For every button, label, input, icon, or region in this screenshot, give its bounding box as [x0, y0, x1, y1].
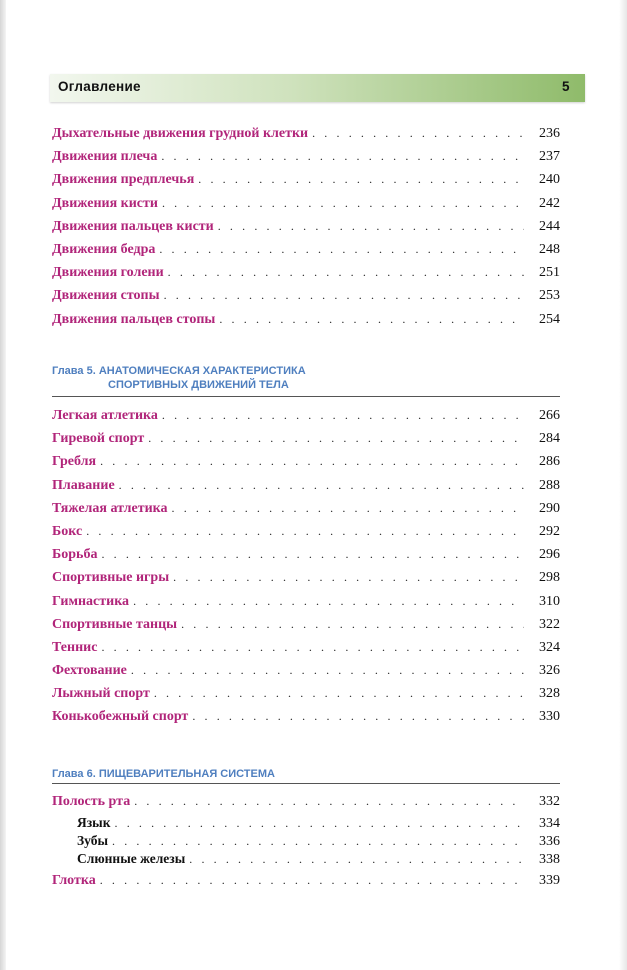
- toc-entry-label: Движения голени: [52, 265, 164, 281]
- page-binding-edge: [0, 0, 6, 970]
- toc-entry[interactable]: [52, 640, 560, 663]
- toc-entry[interactable]: [52, 408, 560, 431]
- dot-leader: [164, 288, 524, 303]
- toc-entry[interactable]: [52, 454, 560, 477]
- toc-entry-label: Дыхательные движения грудной клетки: [52, 126, 309, 141]
- toc-entry-page: 236: [539, 126, 560, 141]
- dot-leader: [312, 126, 524, 141]
- dot-leader: [192, 709, 524, 724]
- toc-entry-page: 242: [539, 195, 560, 211]
- dot-leader: [100, 873, 524, 888]
- toc-entry-page: 290: [539, 500, 560, 516]
- dot-leader: [86, 524, 524, 539]
- toc-entry[interactable]: [52, 265, 560, 288]
- toc-subentry[interactable]: [52, 851, 560, 869]
- dot-leader: [168, 265, 524, 280]
- toc-entry-label: Движения предплечья: [52, 172, 195, 188]
- chapter-6-divider: [52, 783, 560, 784]
- toc-entry[interactable]: [52, 478, 560, 501]
- toc-entry-page: 298: [539, 570, 560, 586]
- chapter-6-heading-line1: Глава 6. ПИЩЕВАРИТЕЛЬНАЯ СИСТЕМА: [52, 768, 275, 780]
- toc-entry-page: 254: [539, 311, 560, 327]
- toc-entry-page: 244: [539, 218, 560, 234]
- toc-entry-label: Плавание: [52, 477, 115, 493]
- dot-leader: [218, 219, 524, 234]
- dot-leader: [162, 196, 524, 211]
- toc-entry[interactable]: [52, 594, 560, 617]
- toc-entry-label: Лыжный спорт: [52, 686, 150, 702]
- toc-entry[interactable]: [52, 547, 560, 570]
- toc-entry-page: 253: [539, 288, 560, 304]
- toc-entry-label: Гиревой спорт: [52, 431, 145, 447]
- toc-entry-label: Гимнастика: [52, 593, 130, 609]
- toc-entry[interactable]: [52, 873, 560, 896]
- toc-entry-label: Бокс: [52, 523, 83, 539]
- toc-entry-label: Теннис: [52, 639, 98, 655]
- toc-entry-page: 248: [539, 241, 560, 257]
- toc-entry[interactable]: [52, 172, 560, 195]
- toc-entry-page: 334: [539, 816, 560, 831]
- toc-entry-page: 322: [539, 616, 560, 632]
- chapter-5-heading-line1: Глава 5. АНАТОМИЧЕСКАЯ ХАРАКТЕРИСТИКА: [52, 365, 306, 377]
- toc-entry-page: 284: [539, 431, 560, 447]
- toc-entry-label: Борьба: [52, 547, 98, 563]
- chapter-5-heading[interactable]: [52, 364, 306, 392]
- toc-entry-page: 286: [539, 454, 560, 470]
- toc-entry-page: 328: [539, 686, 560, 702]
- page-right-edge: [619, 0, 627, 970]
- toc-chapter-5: [52, 408, 560, 733]
- dot-leader: [133, 594, 524, 609]
- dot-leader: [134, 794, 524, 809]
- dot-leader: [101, 547, 524, 562]
- toc-entry-page: 292: [539, 523, 560, 539]
- toc-entry-label: Движения стопы: [52, 288, 160, 304]
- dot-leader: [112, 834, 524, 849]
- toc-chapter-6: [52, 794, 560, 896]
- toc-entry-label: Легкая атлетика: [52, 408, 158, 423]
- dot-leader: [159, 242, 524, 257]
- dot-leader: [148, 431, 524, 446]
- toc-entry-label: Тяжелая атлетика: [52, 500, 168, 516]
- toc-section-top: [52, 126, 560, 335]
- toc-entry[interactable]: [52, 570, 560, 593]
- toc-entry-page: 240: [539, 172, 560, 188]
- toc-entry-page: 310: [539, 593, 560, 609]
- chapter-6-heading[interactable]: [52, 767, 275, 781]
- toc-entry-label: Спортивные танцы: [52, 616, 178, 632]
- toc-entry-page: 324: [539, 639, 560, 655]
- dot-leader: [161, 149, 524, 164]
- toc-entry-label: Движения пальцев кисти: [52, 218, 214, 234]
- toc-entry-page: 251: [539, 265, 560, 281]
- toc-entry[interactable]: [52, 149, 560, 172]
- dot-leader: [119, 478, 524, 493]
- toc-entry[interactable]: [52, 501, 560, 524]
- toc-entry[interactable]: [52, 794, 560, 815]
- toc-entry-label: Фехтование: [52, 663, 127, 679]
- toc-entry-label: Слюнные железы: [77, 851, 186, 866]
- toc-entry[interactable]: [52, 617, 560, 640]
- toc-entry[interactable]: [52, 126, 560, 149]
- toc-entry-label: Язык: [77, 815, 111, 830]
- toc-entry-page: 339: [539, 873, 560, 888]
- toc-entry-page: 338: [539, 852, 560, 867]
- dot-leader: [154, 686, 524, 701]
- toc-entry[interactable]: [52, 686, 560, 709]
- toc-entry[interactable]: [52, 524, 560, 547]
- toc-entry[interactable]: [52, 663, 560, 686]
- toc-entry-label: Движения бедра: [52, 241, 156, 257]
- dot-leader: [198, 172, 524, 187]
- toc-entry-label: Спортивные игры: [52, 570, 170, 586]
- toc-entry-page: 296: [539, 547, 560, 563]
- toc-entry-label: Глотка: [52, 873, 96, 888]
- toc-entry-page: 332: [539, 794, 560, 809]
- toc-entry-label: Движения кисти: [52, 195, 158, 211]
- toc-entry-page: 288: [539, 477, 560, 493]
- chapter-5-divider: [52, 396, 560, 397]
- dot-leader: [189, 852, 524, 867]
- dot-leader: [181, 617, 524, 632]
- dot-leader: [162, 408, 524, 423]
- toc-entry[interactable]: [52, 312, 560, 335]
- toc-entry-label: Полость рта: [52, 794, 131, 809]
- dot-leader: [100, 454, 524, 469]
- toc-entry-page: 326: [539, 663, 560, 679]
- toc-subentry[interactable]: [52, 833, 560, 851]
- toc-entry[interactable]: [52, 242, 560, 265]
- page-title: Оглавление: [58, 79, 141, 94]
- toc-entry[interactable]: [52, 288, 560, 311]
- toc-entry[interactable]: [52, 431, 560, 454]
- dot-leader: [219, 312, 524, 327]
- toc-entry-label: Движения пальцев стопы: [52, 311, 216, 327]
- page-number: 5: [562, 79, 570, 94]
- toc-entry[interactable]: [52, 196, 560, 219]
- dot-leader: [131, 663, 524, 678]
- toc-entry-page: 237: [539, 149, 560, 165]
- dot-leader: [173, 570, 524, 585]
- toc-entry-label: Движения плеча: [52, 149, 158, 165]
- toc-entry-page: 330: [539, 709, 560, 725]
- toc-entry-page: 266: [539, 408, 560, 423]
- toc-entry-label: Зубы: [77, 833, 108, 848]
- dot-leader: [172, 501, 524, 516]
- chapter-5-heading-line2: СПОРТИВНЫХ ДВИЖЕНИЙ ТЕЛА: [108, 379, 289, 391]
- toc-subentry[interactable]: [52, 815, 560, 833]
- toc-entry-label: Гребля: [52, 454, 97, 470]
- dot-leader: [101, 640, 524, 655]
- dot-leader: [115, 816, 525, 831]
- toc-entry[interactable]: [52, 219, 560, 242]
- toc-entry-label: Конькобежный спорт: [52, 709, 189, 725]
- toc-entry[interactable]: [52, 709, 560, 732]
- toc-entry-page: 336: [539, 834, 560, 849]
